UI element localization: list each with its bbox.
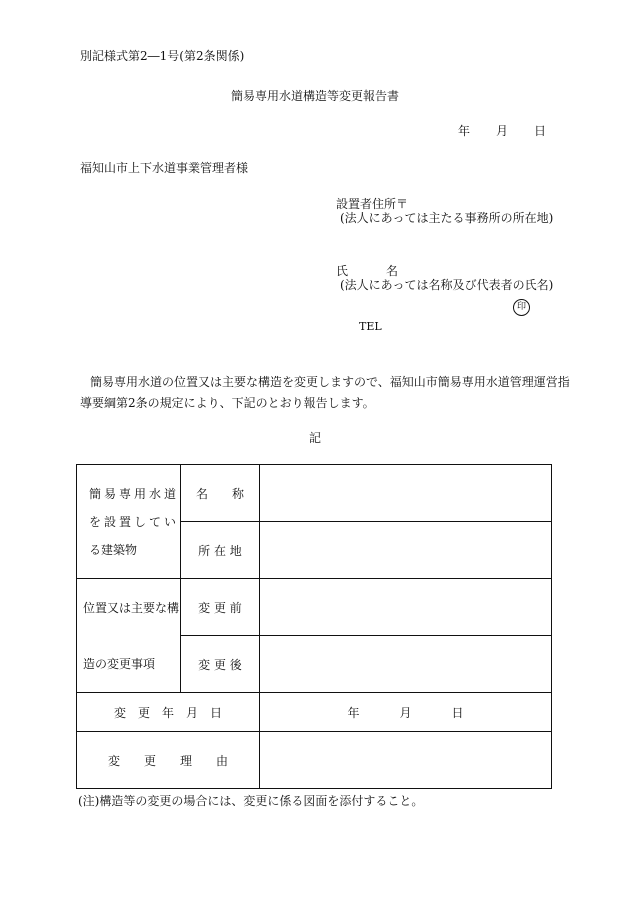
name-label-2: 名 xyxy=(386,264,399,278)
after-change-label: 変 更 後 xyxy=(181,636,260,693)
change-reason-value[interactable] xyxy=(260,732,552,789)
before-change-label: 変 更 前 xyxy=(181,579,260,636)
change-reason-label: 変 更 理 由 xyxy=(77,732,260,789)
building-group-line-2: を設置してい xyxy=(89,514,180,529)
date-month: 月 xyxy=(496,124,509,138)
change-group-line-2: 造の変更事項 xyxy=(83,656,156,671)
report-table xyxy=(76,464,552,789)
date-day: 日 xyxy=(534,124,547,138)
after-change-value[interactable] xyxy=(260,636,552,693)
date-year: 年 xyxy=(458,124,471,138)
name-field-value[interactable] xyxy=(260,465,552,522)
change-date-month: 月 xyxy=(399,705,412,720)
footnote: (注)構造等の変更の場合には、変更に係る図面を添付すること。 xyxy=(78,794,424,808)
form-number: 別記様式第2―1号(第2条関係) xyxy=(80,49,245,63)
building-group-line-3: る建築物 xyxy=(89,542,138,557)
change-date-day: 日 xyxy=(451,705,464,720)
before-change-value[interactable] xyxy=(260,579,552,636)
name-label-1: 氏 xyxy=(336,264,349,278)
body-text-line-1: 簡易専用水道の位置又は主要な構造を変更しますので、福知山市簡易専用水道管理運営指 xyxy=(90,375,570,389)
date-line xyxy=(458,123,546,139)
seal-mark: 印 xyxy=(513,299,530,316)
building-group-line-1: 簡易専用水道 xyxy=(89,486,180,501)
document-title: 簡易専用水道構造等変更報告書 xyxy=(230,89,399,103)
building-group-label xyxy=(77,465,181,579)
body-text-line-2: 導要綱第2条の規定により、下記のとおり報告します。 xyxy=(80,396,375,410)
change-date-value[interactable] xyxy=(260,693,552,732)
location-field-value[interactable] xyxy=(260,522,552,579)
change-date-year: 年 xyxy=(347,705,360,720)
name-note: (法人にあっては名称及び代表者の氏名) xyxy=(340,278,554,292)
tel-label: TEL xyxy=(359,320,382,333)
change-date-label: 変 更 年 月 日 xyxy=(77,693,260,732)
change-group-label xyxy=(77,579,181,693)
address-note: (法人にあっては主たる事務所の所在地) xyxy=(340,211,554,225)
note-heading: 記 xyxy=(308,431,321,445)
change-group-line-1: 位置又は主要な構 xyxy=(83,600,180,615)
address-label: 設置者住所〒 xyxy=(336,197,409,211)
addressee: 福知山市上下水道事業管理者様 xyxy=(80,161,249,175)
name-field-label: 名 称 xyxy=(181,465,260,522)
location-field-label: 所 在 地 xyxy=(181,522,260,579)
